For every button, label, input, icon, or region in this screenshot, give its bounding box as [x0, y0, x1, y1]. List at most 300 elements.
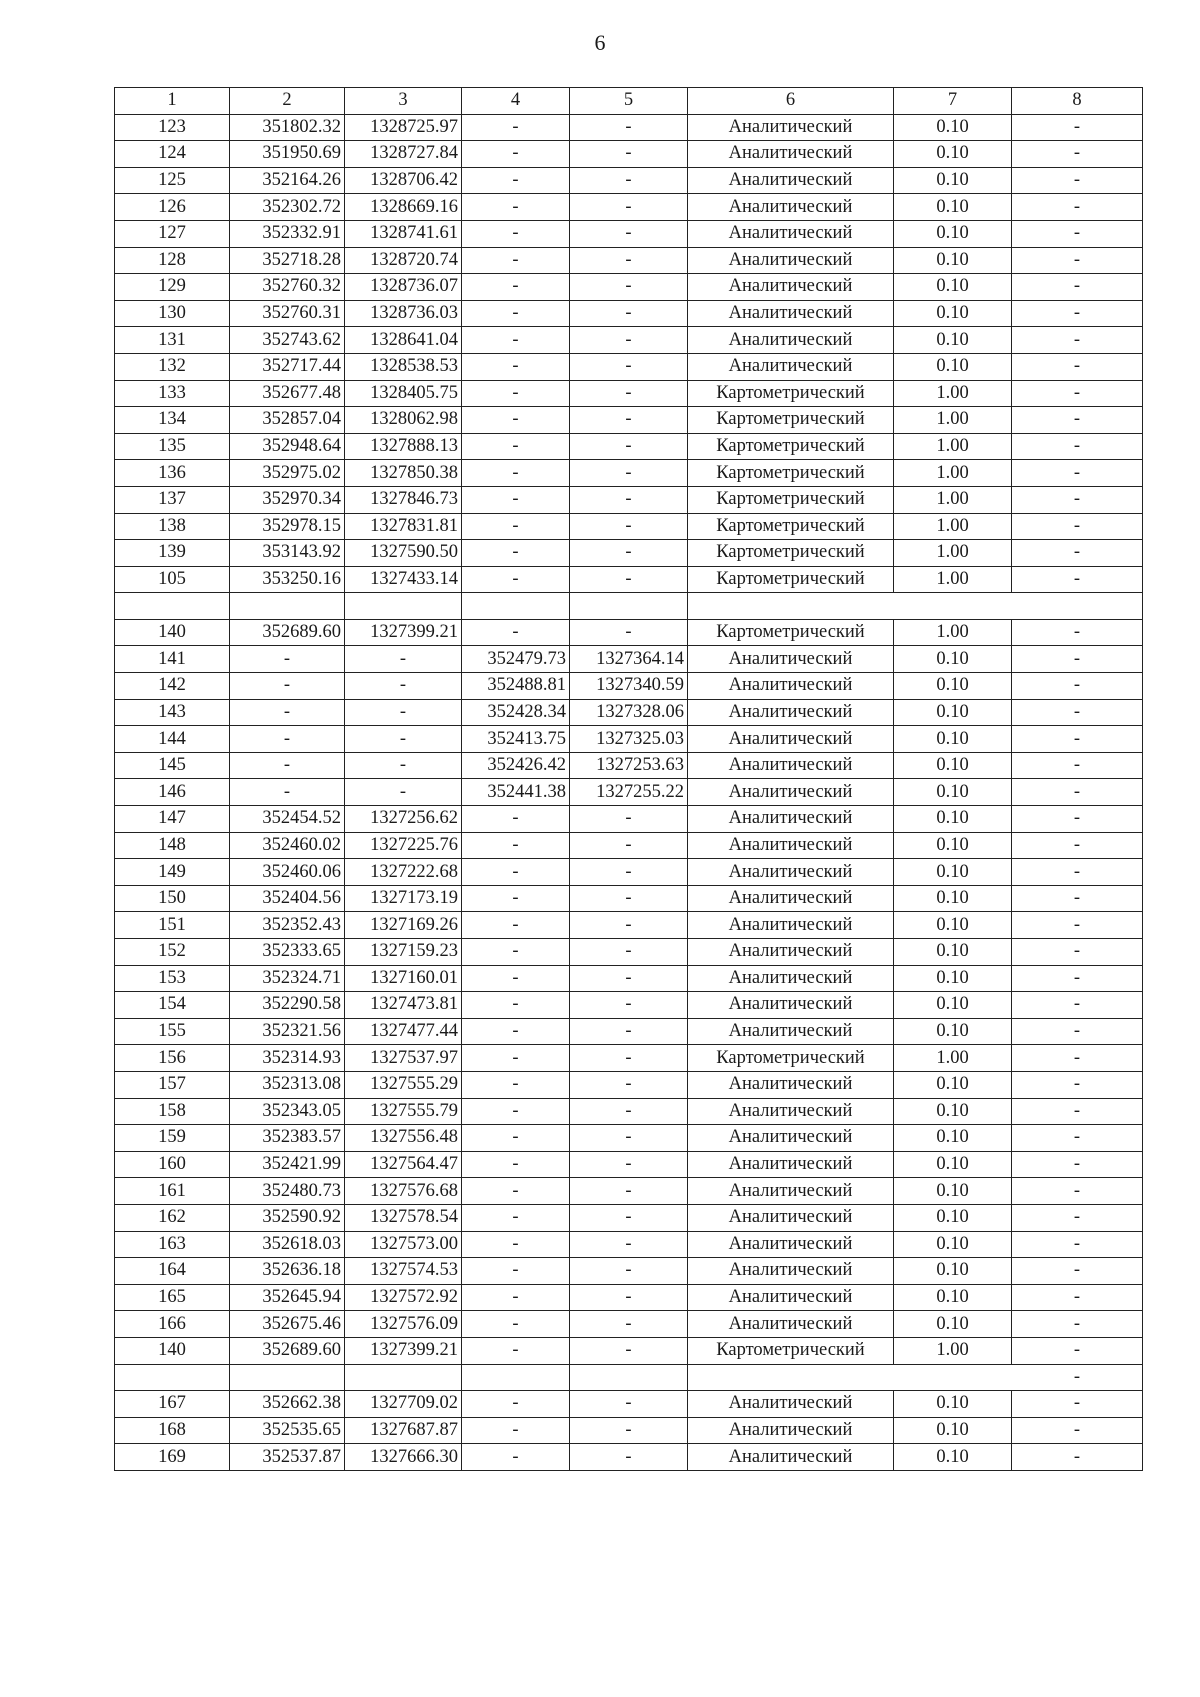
table-cell-col-8: -	[1012, 965, 1143, 992]
table-cell-col-4: -	[462, 274, 570, 301]
table-cell-col-1: 153	[115, 965, 230, 992]
table-cell-col-7: 0.10	[894, 806, 1012, 833]
table-cell-col-1: 139	[115, 540, 230, 567]
table-cell-col-4: -	[462, 380, 570, 407]
table-cell-col-5: -	[570, 353, 688, 380]
table-cell-col-6: Аналитический	[688, 247, 894, 274]
table-cell-col-2: 352857.04	[230, 407, 345, 434]
table-cell-col-1: 162	[115, 1204, 230, 1231]
table-row	[115, 699, 1143, 726]
table-cell-col-8: -	[1012, 167, 1143, 194]
table-cell-col-2: 352760.32	[230, 274, 345, 301]
table-cell-col-8	[1012, 593, 1143, 620]
table-cell-col-1: 151	[115, 912, 230, 939]
table-cell-col-4: -	[462, 1178, 570, 1205]
table-cell-col-5: 1327364.14	[570, 646, 688, 673]
table-cell-col-4: -	[462, 1444, 570, 1471]
table-cell-col-3: 1327169.26	[345, 912, 462, 939]
table-cell-col-4: -	[462, 141, 570, 168]
table-cell-col-6: Картометрический	[688, 460, 894, 487]
table-cell-col-5: -	[570, 1098, 688, 1125]
table-row	[115, 433, 1143, 460]
table-cell-col-1: 163	[115, 1231, 230, 1258]
table-cell-col-1: 138	[115, 513, 230, 540]
table-cell-col-7: 0.10	[894, 1284, 1012, 1311]
table-cell-col-2: 352760.31	[230, 300, 345, 327]
table-cell-col-7: 0.10	[894, 1018, 1012, 1045]
table-cell-col-1: 136	[115, 460, 230, 487]
table-cell-col-4: -	[462, 1417, 570, 1444]
table-cell-col-8: -	[1012, 1417, 1143, 1444]
table-cell-col-1: 141	[115, 646, 230, 673]
table-cell-col-5: -	[570, 1125, 688, 1152]
table-cell-col-8: -	[1012, 433, 1143, 460]
page-number: 6	[594, 30, 606, 55]
table-cell-col-1: 161	[115, 1178, 230, 1205]
table-cell-col-2: 352645.94	[230, 1284, 345, 1311]
table-cell-col-2: -	[230, 699, 345, 726]
table-cell-col-8: -	[1012, 540, 1143, 567]
table-cell-col-2: 352333.65	[230, 939, 345, 966]
table-cell-col-2: -	[230, 752, 345, 779]
table-cell-col-2	[230, 593, 345, 620]
table-cell-col-8: -	[1012, 1231, 1143, 1258]
table-cell-col-8: -	[1012, 912, 1143, 939]
table-cell-col-2	[230, 1364, 345, 1391]
coordinates-table	[114, 87, 1143, 1471]
table-cell-col-4: -	[462, 1098, 570, 1125]
table-cell-col-2: 352970.34	[230, 486, 345, 513]
table-row	[115, 1098, 1143, 1125]
table-cell-col-1: 123	[115, 114, 230, 141]
table-row	[115, 593, 1143, 620]
table-row	[115, 220, 1143, 247]
table-row	[115, 1258, 1143, 1285]
table-cell-col-3: 1327687.87	[345, 1417, 462, 1444]
table-cell-col-6: Картометрический	[688, 619, 894, 646]
table-cell-col-8: -	[1012, 141, 1143, 168]
table-cell-col-7: 1.00	[894, 1337, 1012, 1364]
table-cell-col-8: -	[1012, 566, 1143, 593]
table-cell-col-5: -	[570, 1258, 688, 1285]
table-cell-col-1: 142	[115, 673, 230, 700]
table-cell-col-8: -	[1012, 885, 1143, 912]
table-cell-col-3: 1327433.14	[345, 566, 462, 593]
table-cell-col-2: 352689.60	[230, 619, 345, 646]
table-cell-col-2: 352677.48	[230, 380, 345, 407]
table-cell-col-7: 0.10	[894, 141, 1012, 168]
table-cell-col-1: 132	[115, 353, 230, 380]
table-cell-col-2: 352352.43	[230, 912, 345, 939]
table-cell-col-4: -	[462, 486, 570, 513]
table-cell-col-2: 351802.32	[230, 114, 345, 141]
table-cell-col-4: -	[462, 1125, 570, 1152]
table-cell-col-4: -	[462, 353, 570, 380]
table-cell-col-3: 1328062.98	[345, 407, 462, 434]
table-cell-col-2: 352537.87	[230, 1444, 345, 1471]
table-cell-col-2: 352404.56	[230, 885, 345, 912]
table-row	[115, 274, 1143, 301]
table-cell-col-3: 1327556.48	[345, 1125, 462, 1152]
table-cell-col-5: -	[570, 407, 688, 434]
table-header-row	[115, 88, 1143, 115]
table-cell-col-7: 0.10	[894, 1444, 1012, 1471]
table-cell-col-5: 1327325.03	[570, 726, 688, 753]
table-cell-col-2: 352975.02	[230, 460, 345, 487]
table-cell-col-4: 352479.73	[462, 646, 570, 673]
table-cell-col-2: 352383.57	[230, 1125, 345, 1152]
table-cell-col-5: -	[570, 1444, 688, 1471]
table-cell-col-8: -	[1012, 1444, 1143, 1471]
table-cell-col-7: 0.10	[894, 167, 1012, 194]
table-cell-col-8: -	[1012, 247, 1143, 274]
table-cell-col-2: 352164.26	[230, 167, 345, 194]
table-cell-col-4: -	[462, 885, 570, 912]
table-cell-col-6: Картометрический	[688, 407, 894, 434]
table-row	[115, 566, 1143, 593]
table-row	[115, 194, 1143, 221]
table-cell-col-6: Аналитический	[688, 1151, 894, 1178]
table-cell-col-2: 352314.93	[230, 1045, 345, 1072]
table-cell-col-7: 0.10	[894, 1231, 1012, 1258]
table-cell-col-5: -	[570, 1071, 688, 1098]
table-row	[115, 460, 1143, 487]
table-cell-col-4: -	[462, 1018, 570, 1045]
table-cell-col-3: 1328725.97	[345, 114, 462, 141]
table-cell-col-8: -	[1012, 1178, 1143, 1205]
table-cell-col-5: -	[570, 486, 688, 513]
table-cell-col-4: 352413.75	[462, 726, 570, 753]
table-cell-col-6	[688, 1364, 894, 1391]
table-cell-col-6: Картометрический	[688, 566, 894, 593]
table-cell-col-1: 164	[115, 1258, 230, 1285]
table-row	[115, 114, 1143, 141]
table-cell-col-2: 352454.52	[230, 806, 345, 833]
table-cell-col-7: 0.10	[894, 832, 1012, 859]
table-cell-col-5: 1327328.06	[570, 699, 688, 726]
table-cell-col-5: 1327340.59	[570, 673, 688, 700]
table-cell-col-7: 0.10	[894, 859, 1012, 886]
table-row	[115, 167, 1143, 194]
table-cell-col-8: -	[1012, 646, 1143, 673]
table-cell-col-3: 1327888.13	[345, 433, 462, 460]
table-cell-col-6: Аналитический	[688, 885, 894, 912]
table-cell-col-8: -	[1012, 619, 1143, 646]
table-row	[115, 486, 1143, 513]
table-cell-col-1: 165	[115, 1284, 230, 1311]
table-row	[115, 380, 1143, 407]
table-cell-col-4: -	[462, 992, 570, 1019]
table-cell-col-7: 0.10	[894, 247, 1012, 274]
table-cell-col-6: Картометрический	[688, 513, 894, 540]
table-cell-col-2: 352743.62	[230, 327, 345, 354]
table-cell-col-8: -	[1012, 1098, 1143, 1125]
table-cell-col-2: 352460.06	[230, 859, 345, 886]
table-cell-col-3: -	[345, 646, 462, 673]
table-cell-col-1: 144	[115, 726, 230, 753]
table-cell-col-2: 352421.99	[230, 1151, 345, 1178]
table-row	[115, 673, 1143, 700]
table-cell-col-3: 1327572.92	[345, 1284, 462, 1311]
table-cell-col-1: 127	[115, 220, 230, 247]
table-cell-col-1: 140	[115, 619, 230, 646]
table-cell-col-7: 0.10	[894, 912, 1012, 939]
table-cell-col-2: 352290.58	[230, 992, 345, 1019]
table-cell-col-4	[462, 593, 570, 620]
table-cell-col-4: -	[462, 1045, 570, 1072]
table-cell-col-1: 158	[115, 1098, 230, 1125]
table-row	[115, 513, 1143, 540]
table-cell-col-2: 352313.08	[230, 1071, 345, 1098]
table-cell-col-3: 1328741.61	[345, 220, 462, 247]
table-cell-col-6: Аналитический	[688, 673, 894, 700]
table-cell-col-8: -	[1012, 1204, 1143, 1231]
table-cell-col-2: 352636.18	[230, 1258, 345, 1285]
table-cell-col-6: Аналитический	[688, 220, 894, 247]
table-cell-col-4: -	[462, 513, 570, 540]
table-cell-col-3	[345, 593, 462, 620]
table-cell-col-2: 352689.60	[230, 1337, 345, 1364]
table-cell-col-1: 125	[115, 167, 230, 194]
table-cell-col-3: -	[345, 779, 462, 806]
table-cell-col-5: -	[570, 619, 688, 646]
table-cell-col-3: 1327846.73	[345, 486, 462, 513]
table-cell-col-5: -	[570, 141, 688, 168]
table-cell-col-7: 1.00	[894, 486, 1012, 513]
table-row	[115, 779, 1143, 806]
table-cell-col-1: 147	[115, 806, 230, 833]
table-cell-col-2: 352302.72	[230, 194, 345, 221]
table-cell-col-4: -	[462, 194, 570, 221]
table-cell-col-7: 0.10	[894, 300, 1012, 327]
table-cell-col-5: -	[570, 1337, 688, 1364]
table-cell-col-4: -	[462, 167, 570, 194]
table-cell-col-7: 0.10	[894, 726, 1012, 753]
table-cell-col-7: 0.10	[894, 1071, 1012, 1098]
table-cell-col-5: -	[570, 380, 688, 407]
table-row	[115, 353, 1143, 380]
table-cell-col-7: 0.10	[894, 885, 1012, 912]
table-cell-col-2: 352480.73	[230, 1178, 345, 1205]
table-cell-col-6: Аналитический	[688, 965, 894, 992]
table-cell-col-7: 0.10	[894, 1178, 1012, 1205]
table-cell-col-5: -	[570, 327, 688, 354]
table-cell-col-2: 351950.69	[230, 141, 345, 168]
table-row	[115, 885, 1143, 912]
table-cell-col-7: 0.10	[894, 965, 1012, 992]
table-cell-col-3: 1327173.19	[345, 885, 462, 912]
table-cell-col-3: 1328720.74	[345, 247, 462, 274]
table-cell-col-7: 0.10	[894, 1204, 1012, 1231]
table-cell-col-8: -	[1012, 194, 1143, 221]
table-cell-col-7: 0.10	[894, 1391, 1012, 1418]
table-row	[115, 1151, 1143, 1178]
table-cell-col-5: -	[570, 114, 688, 141]
table-body	[115, 114, 1143, 1470]
table-cell-col-5: -	[570, 859, 688, 886]
table-cell-col-1: 148	[115, 832, 230, 859]
table-cell-col-1: 157	[115, 1071, 230, 1098]
table-cell-col-7: 1.00	[894, 513, 1012, 540]
table-cell-col-3: 1327477.44	[345, 1018, 462, 1045]
table-row	[115, 1018, 1143, 1045]
table-cell-col-4: -	[462, 1337, 570, 1364]
table-row	[115, 1045, 1143, 1072]
table-row	[115, 912, 1143, 939]
table-cell-col-2: 352718.28	[230, 247, 345, 274]
table-row	[115, 300, 1143, 327]
table-cell-col-1: 105	[115, 566, 230, 593]
table-cell-col-4: -	[462, 1231, 570, 1258]
table-cell-col-6: Аналитический	[688, 1258, 894, 1285]
table-cell-col-3: 1328736.07	[345, 274, 462, 301]
table-cell-col-4: -	[462, 220, 570, 247]
table-cell-col-8: -	[1012, 832, 1143, 859]
table-cell-col-4: -	[462, 832, 570, 859]
table-cell-col-8: -	[1012, 1045, 1143, 1072]
table-cell-col-8: -	[1012, 1364, 1143, 1391]
table-cell-col-6: Аналитический	[688, 859, 894, 886]
table-cell-col-8: -	[1012, 1151, 1143, 1178]
table-cell-col-8: -	[1012, 699, 1143, 726]
table-cell-col-2: 352460.02	[230, 832, 345, 859]
table-cell-col-8: -	[1012, 939, 1143, 966]
table-cell-col-6: Аналитический	[688, 194, 894, 221]
table-cell-col-5: -	[570, 806, 688, 833]
table-cell-col-7: 0.10	[894, 353, 1012, 380]
table-row	[115, 1444, 1143, 1471]
table-cell-col-3: 1328538.53	[345, 353, 462, 380]
table-cell-col-2: 352717.44	[230, 353, 345, 380]
table-cell-col-8: -	[1012, 1018, 1143, 1045]
table-cell-col-6: Картометрический	[688, 1337, 894, 1364]
table-cell-col-6: Картометрический	[688, 540, 894, 567]
table-cell-col-7: 0.10	[894, 327, 1012, 354]
table-cell-col-7: 0.10	[894, 114, 1012, 141]
table-row	[115, 1231, 1143, 1258]
table-cell-col-5: -	[570, 1204, 688, 1231]
table-cell-col-1: 146	[115, 779, 230, 806]
table-cell-col-4: -	[462, 460, 570, 487]
table-cell-col-8: -	[1012, 1311, 1143, 1338]
table-cell-col-5: -	[570, 939, 688, 966]
table-cell-col-6: Аналитический	[688, 1231, 894, 1258]
table-cell-col-5: -	[570, 167, 688, 194]
table-cell-col-6	[688, 593, 894, 620]
column-header-6: 6	[688, 88, 894, 115]
table-row	[115, 726, 1143, 753]
table-cell-col-5: -	[570, 540, 688, 567]
table-cell-col-4: -	[462, 859, 570, 886]
table-cell-col-6: Картометрический	[688, 380, 894, 407]
table-cell-col-4: -	[462, 939, 570, 966]
table-cell-col-4: -	[462, 912, 570, 939]
table-cell-col-8: -	[1012, 353, 1143, 380]
table-cell-col-7: 0.10	[894, 274, 1012, 301]
table-cell-col-7: 1.00	[894, 433, 1012, 460]
table-cell-col-6: Аналитический	[688, 912, 894, 939]
table-cell-col-6: Аналитический	[688, 1204, 894, 1231]
table-cell-col-5: -	[570, 885, 688, 912]
table-cell-col-3: 1327222.68	[345, 859, 462, 886]
table-cell-col-6: Аналитический	[688, 300, 894, 327]
table-cell-col-7: 0.10	[894, 1417, 1012, 1444]
table-cell-col-2: 352321.56	[230, 1018, 345, 1045]
table-cell-col-8: -	[1012, 407, 1143, 434]
table-cell-col-6: Аналитический	[688, 274, 894, 301]
table-cell-col-3: 1327399.21	[345, 619, 462, 646]
table-cell-col-8: -	[1012, 460, 1143, 487]
table-cell-col-5: -	[570, 1231, 688, 1258]
table-cell-col-8: -	[1012, 274, 1143, 301]
table-cell-col-1: 133	[115, 380, 230, 407]
table-cell-col-1: 152	[115, 939, 230, 966]
table-cell-col-3: 1327225.76	[345, 832, 462, 859]
table-cell-col-1: 169	[115, 1444, 230, 1471]
table-cell-col-3: 1328727.84	[345, 141, 462, 168]
table-cell-col-2: 352675.46	[230, 1311, 345, 1338]
table-cell-col-6: Аналитический	[688, 167, 894, 194]
table-cell-col-7: 0.10	[894, 752, 1012, 779]
table-cell-col-4: -	[462, 540, 570, 567]
table-cell-col-4: 352428.34	[462, 699, 570, 726]
table-cell-col-3: 1327850.38	[345, 460, 462, 487]
table-cell-col-5: -	[570, 912, 688, 939]
table-cell-col-2: -	[230, 646, 345, 673]
table-cell-col-3: -	[345, 699, 462, 726]
table-cell-col-5: -	[570, 220, 688, 247]
table-cell-col-4: 352488.81	[462, 673, 570, 700]
table-cell-col-3: 1327576.09	[345, 1311, 462, 1338]
table-row	[115, 806, 1143, 833]
table-cell-col-3: -	[345, 673, 462, 700]
table-cell-col-7: 1.00	[894, 460, 1012, 487]
table-cell-col-3: 1327537.97	[345, 1045, 462, 1072]
table-cell-col-3: 1327256.62	[345, 806, 462, 833]
table-cell-col-1	[115, 593, 230, 620]
table-cell-col-6: Аналитический	[688, 779, 894, 806]
table-cell-col-8: -	[1012, 992, 1143, 1019]
table-cell-col-6: Аналитический	[688, 1178, 894, 1205]
table-cell-col-5: -	[570, 300, 688, 327]
table-cell-col-5: -	[570, 1178, 688, 1205]
table-cell-col-6: Аналитический	[688, 1098, 894, 1125]
table-cell-col-5: -	[570, 965, 688, 992]
table-cell-col-2: 352618.03	[230, 1231, 345, 1258]
table-cell-col-7: 0.10	[894, 779, 1012, 806]
table-cell-col-8: -	[1012, 380, 1143, 407]
table-row	[115, 1284, 1143, 1311]
table-cell-col-3: 1328669.16	[345, 194, 462, 221]
table-row	[115, 407, 1143, 434]
table-cell-col-3: 1327473.81	[345, 992, 462, 1019]
table-cell-col-6: Аналитический	[688, 806, 894, 833]
table-cell-col-6: Картометрический	[688, 1045, 894, 1072]
table-cell-col-5: -	[570, 992, 688, 1019]
table-cell-col-5: -	[570, 513, 688, 540]
table-cell-col-6: Аналитический	[688, 1444, 894, 1471]
table-cell-col-6: Аналитический	[688, 752, 894, 779]
table-cell-col-6: Аналитический	[688, 646, 894, 673]
table-cell-col-5: 1327253.63	[570, 752, 688, 779]
table-cell-col-6: Аналитический	[688, 141, 894, 168]
table-cell-col-8: -	[1012, 513, 1143, 540]
table-cell-col-5: -	[570, 1045, 688, 1072]
table-cell-col-5: -	[570, 1311, 688, 1338]
table-cell-col-1: 124	[115, 141, 230, 168]
table-row	[115, 141, 1143, 168]
table-cell-col-4: -	[462, 433, 570, 460]
